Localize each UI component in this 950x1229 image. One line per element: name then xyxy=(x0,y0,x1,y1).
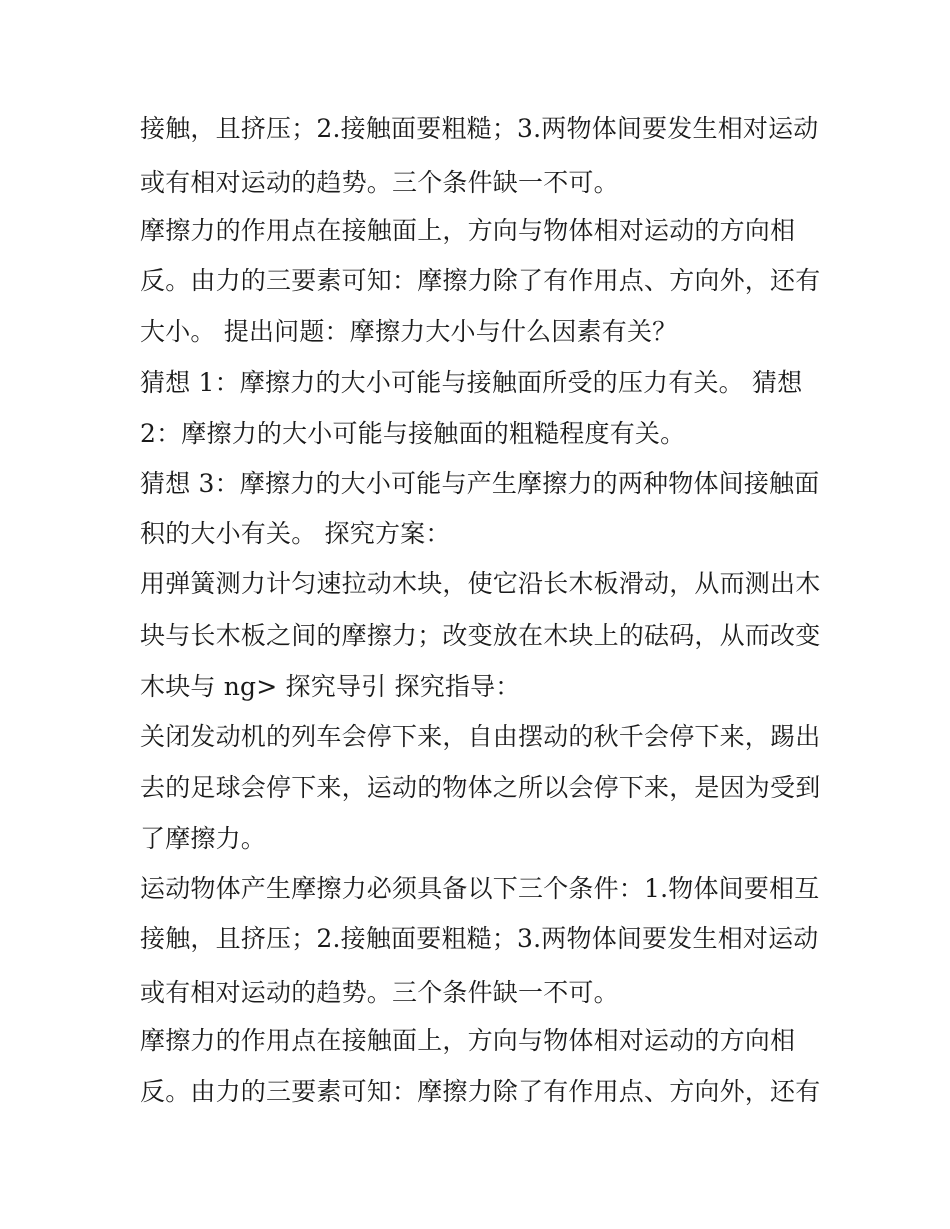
text-line: 运动物体产生摩擦力必须具备以下三个条件：1.物体间要相互 xyxy=(140,874,820,903)
text-line: 2：摩擦力的大小可能与接触面的粗糙程度有关。 xyxy=(140,419,686,448)
text-line: 关闭发动机的列车会停下来，自由摆动的秋千会停下来，踢出 xyxy=(140,722,821,751)
text-line: 摩擦力的作用点在接触面上，方向与物体相对运动的方向相 xyxy=(140,216,796,245)
text-line: 摩擦力的作用点在接触面上，方向与物体相对运动的方向相 xyxy=(140,1026,796,1055)
text-line: 了摩擦力。 xyxy=(140,824,267,853)
text-line: 反。由力的三要素可知：摩擦力除了有作用点、方向外，还有 xyxy=(140,266,821,295)
text-line: 或有相对运动的趋势。三个条件缺一不可。 xyxy=(140,978,619,1007)
text-line: 接触，且挤压；2.接触面要粗糙；3.两物体间要发生相对运动 xyxy=(140,924,819,953)
text-line: 或有相对运动的趋势。三个条件缺一不可。 xyxy=(140,168,619,197)
text-line: 用弹簧测力计匀速拉动木块，使它沿长木板滑动，从而测出木 xyxy=(140,569,821,598)
text-line: 大小。 提出问题：摩擦力大小与什么因素有关？ xyxy=(140,317,678,346)
text-line: 木块与 ng> 探究导引 探究指导： xyxy=(140,672,521,701)
text-line: 去的足球会停下来，运动的物体之所以会停下来，是因为受到 xyxy=(140,773,821,802)
text-line: 猜想 1：摩擦力的大小可能与接触面所受的压力有关。 猜想 xyxy=(140,368,803,397)
text-line: 反。由力的三要素可知：摩擦力除了有作用点、方向外，还有 xyxy=(140,1077,821,1106)
text-line: 块与长木板之间的摩擦力；改变放在木块上的砝码，从而改变 xyxy=(140,621,821,650)
text-line: 猜想 3：摩擦力的大小可能与产生摩擦力的两种物体间接触面 xyxy=(140,469,820,498)
text-line: 积的大小有关。 探究方案： xyxy=(140,519,451,548)
text-line: 接触，且挤压；2.接触面要粗糙；3.两物体间要发生相对运动 xyxy=(140,114,819,143)
